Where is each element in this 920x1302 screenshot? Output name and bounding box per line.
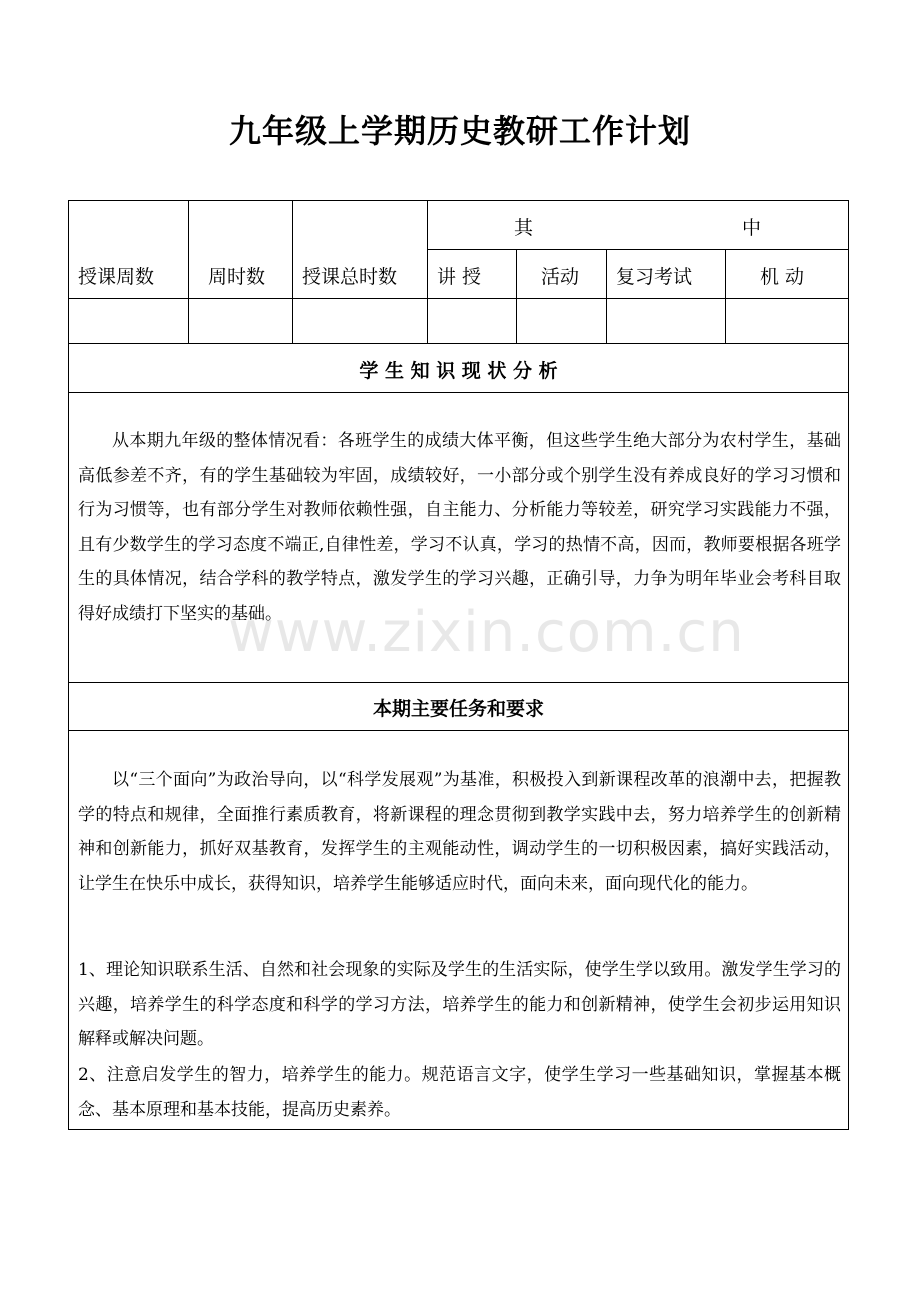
section1-heading: 学 生 知 识 现 状 分 析 (359, 360, 558, 382)
header-lecture: 讲 授 (437, 266, 482, 288)
table-border-top (68, 200, 849, 201)
table-col-divider-3 (427, 200, 428, 343)
table-col-divider-5 (606, 249, 607, 343)
section2-item-2: 2、注意启发学生的智力，培养学生的能力。规范语言文字，使学生学习一些基础知识，掌握基本概念、基本原理和基本技能，提高历史素养。 (78, 1065, 841, 1120)
page-title: 九年级上学期历史教研工作计划 (228, 112, 691, 150)
table-col-divider-4 (516, 249, 517, 343)
table-border-left (68, 200, 69, 1130)
table-line-section1-bottom (68, 682, 849, 683)
table-border-right (848, 200, 849, 1130)
header-group-zhong: 中 (742, 217, 762, 239)
watermark: www.zixin.com.cn (228, 600, 745, 665)
table-col-divider-2 (292, 200, 293, 343)
section2-item-1: 1、理论知识联系生活、自然和社会现象的实际及学生的生活实际，使学生学以致用。激发学生学习的兴趣，培养学生的科学态度和科学的学习方法，培养学生的能力和创新精神，使学生会初步运用知识解释或解决问题。 (78, 960, 841, 1049)
section2-paragraph: 以“三个面向”为政治导向，以“科学发展观”为基准，积极投入到新课程改革的浪潮中去，把握教学的特点和规律，全面推行素质教育，将新课程的理念贯彻到教学实践中去，努力培养学生的创新精神和创新能力，抓好双基教育，发挥学生的主观能动性，调动学生的一切积极因素，搞好实践活动，让学生在快乐中成长，获得知识，培养学生能够适应时代，面向未来，面向现代化的能力。 (78, 770, 841, 894)
table-line-row1-bottom (68, 343, 849, 344)
header-weekly-hours: 周时数 (208, 266, 266, 288)
header-total-hours: 授课总时数 (302, 266, 398, 288)
header-flexible: 机 动 (760, 266, 805, 288)
table-line-section2-head-bottom (68, 730, 849, 731)
section1-paragraph: 从本期九年级的整体情况看：各班学生的成绩大体平衡，但这些学生绝大部分为农村学生，基础高低参差不齐，有的学生基础较为牢固，成绩较好，一小部分或个别学生没有养成良好的学习习惯和行为习惯等，也有部分学生对教师依赖性强，自主能力、分析能力等较差，研究学习实践能力不强，且有少数学生的学习态度不端正,自律性差，学习不认真，学习的热情不高，因而，教师要根据各班学生的具体情况，结合学科的教学特点，激发学生的学习兴趣，正确引导，力争为明年毕业会考科目取得好成绩打下坚实的基础。 (78, 431, 841, 624)
header-activity: 活动 (541, 266, 580, 288)
header-review-exam: 复习考试 (616, 266, 693, 288)
table-col-divider-1 (188, 200, 189, 343)
header-weeks: 授课周数 (78, 266, 155, 288)
table-border-bottom (68, 1129, 849, 1130)
header-group-qi: 其 (514, 217, 534, 239)
table-col-divider-6 (725, 249, 726, 343)
table-line-header-bottom (68, 298, 849, 299)
section2-heading: 本期主要任务和要求 (372, 698, 544, 720)
table-line-section1-head-bottom (68, 392, 849, 393)
table-line-subheader (427, 249, 849, 250)
